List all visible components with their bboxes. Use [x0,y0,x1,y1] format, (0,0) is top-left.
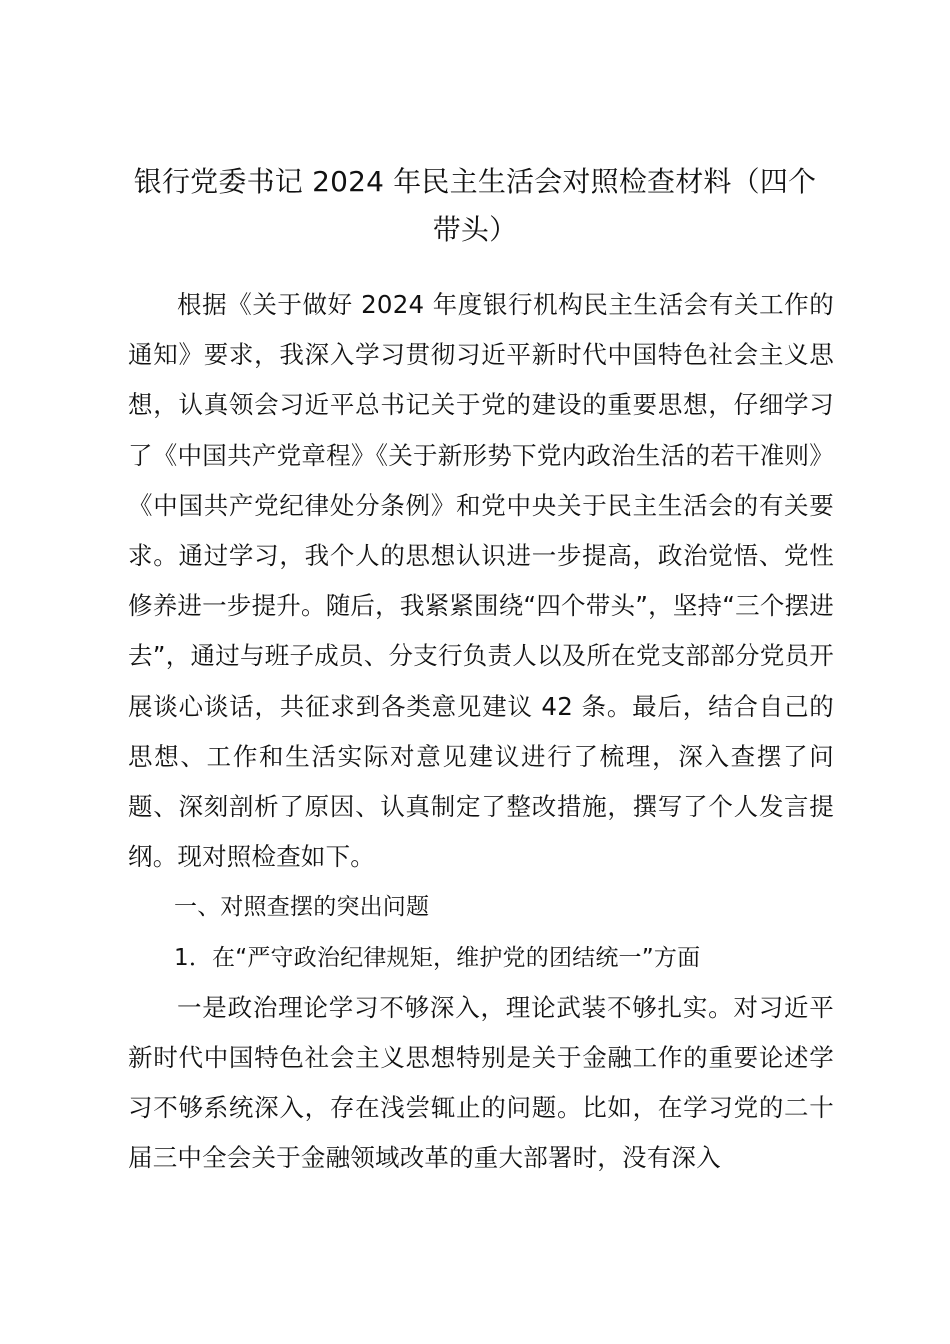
body-paragraph: 一是政治理论学习不够深入，理论武装不够扎实。对习近平新时代中国特色社会主义思想特别是关于金融工作的重要论述学习不够系统深入，存在浅尝辄止的问题。比如，在学习党的二十届三中全会关于金融领域改革的重大部署时，没有深入 [128,992,834,1173]
subsection-heading: 1．在“严守政治纪律规矩，维护党的团结统一”方面 [174,944,701,971]
document-title: 银行党委书记 2024 年民主生活会对照检查材料（四个带头） [133,165,817,246]
document-body [128,280,834,1184]
section-heading: 一、对照查摆的突出问题 [174,894,430,921]
intro-paragraph: 根据《关于做好 2024 年度银行机构民主生活会有关工作的通知》要求，我深入学习贯彻习近平新时代中国特色社会主义思想，认真领会习近平总书记关于党的建设的重要思想，仔细学习了《中国共产党章程》《关于新形势下党内政治生活的若干准则》《中国共产党纪律处分条例》和党中央关于民主生活会的有关要求。通过学习，我个人的思想认识进一步提高，政治觉悟、党性修养进一步提升。随后，我紧紧围绕“四个带头”，坚持“三个摆进去”，通过与班子成员、分支行负责人以及所在党支部部分党员开展谈心谈话，共征求到各类意见建议 42 条。最后，结合自己的思想、工作和生活实际对意见建议进行了梳理，深入查摆了问题、深刻剖析了原因、认真制定了整改措施，撰写了个人发言提纲。现对照检查如下。 [128,290,834,872]
